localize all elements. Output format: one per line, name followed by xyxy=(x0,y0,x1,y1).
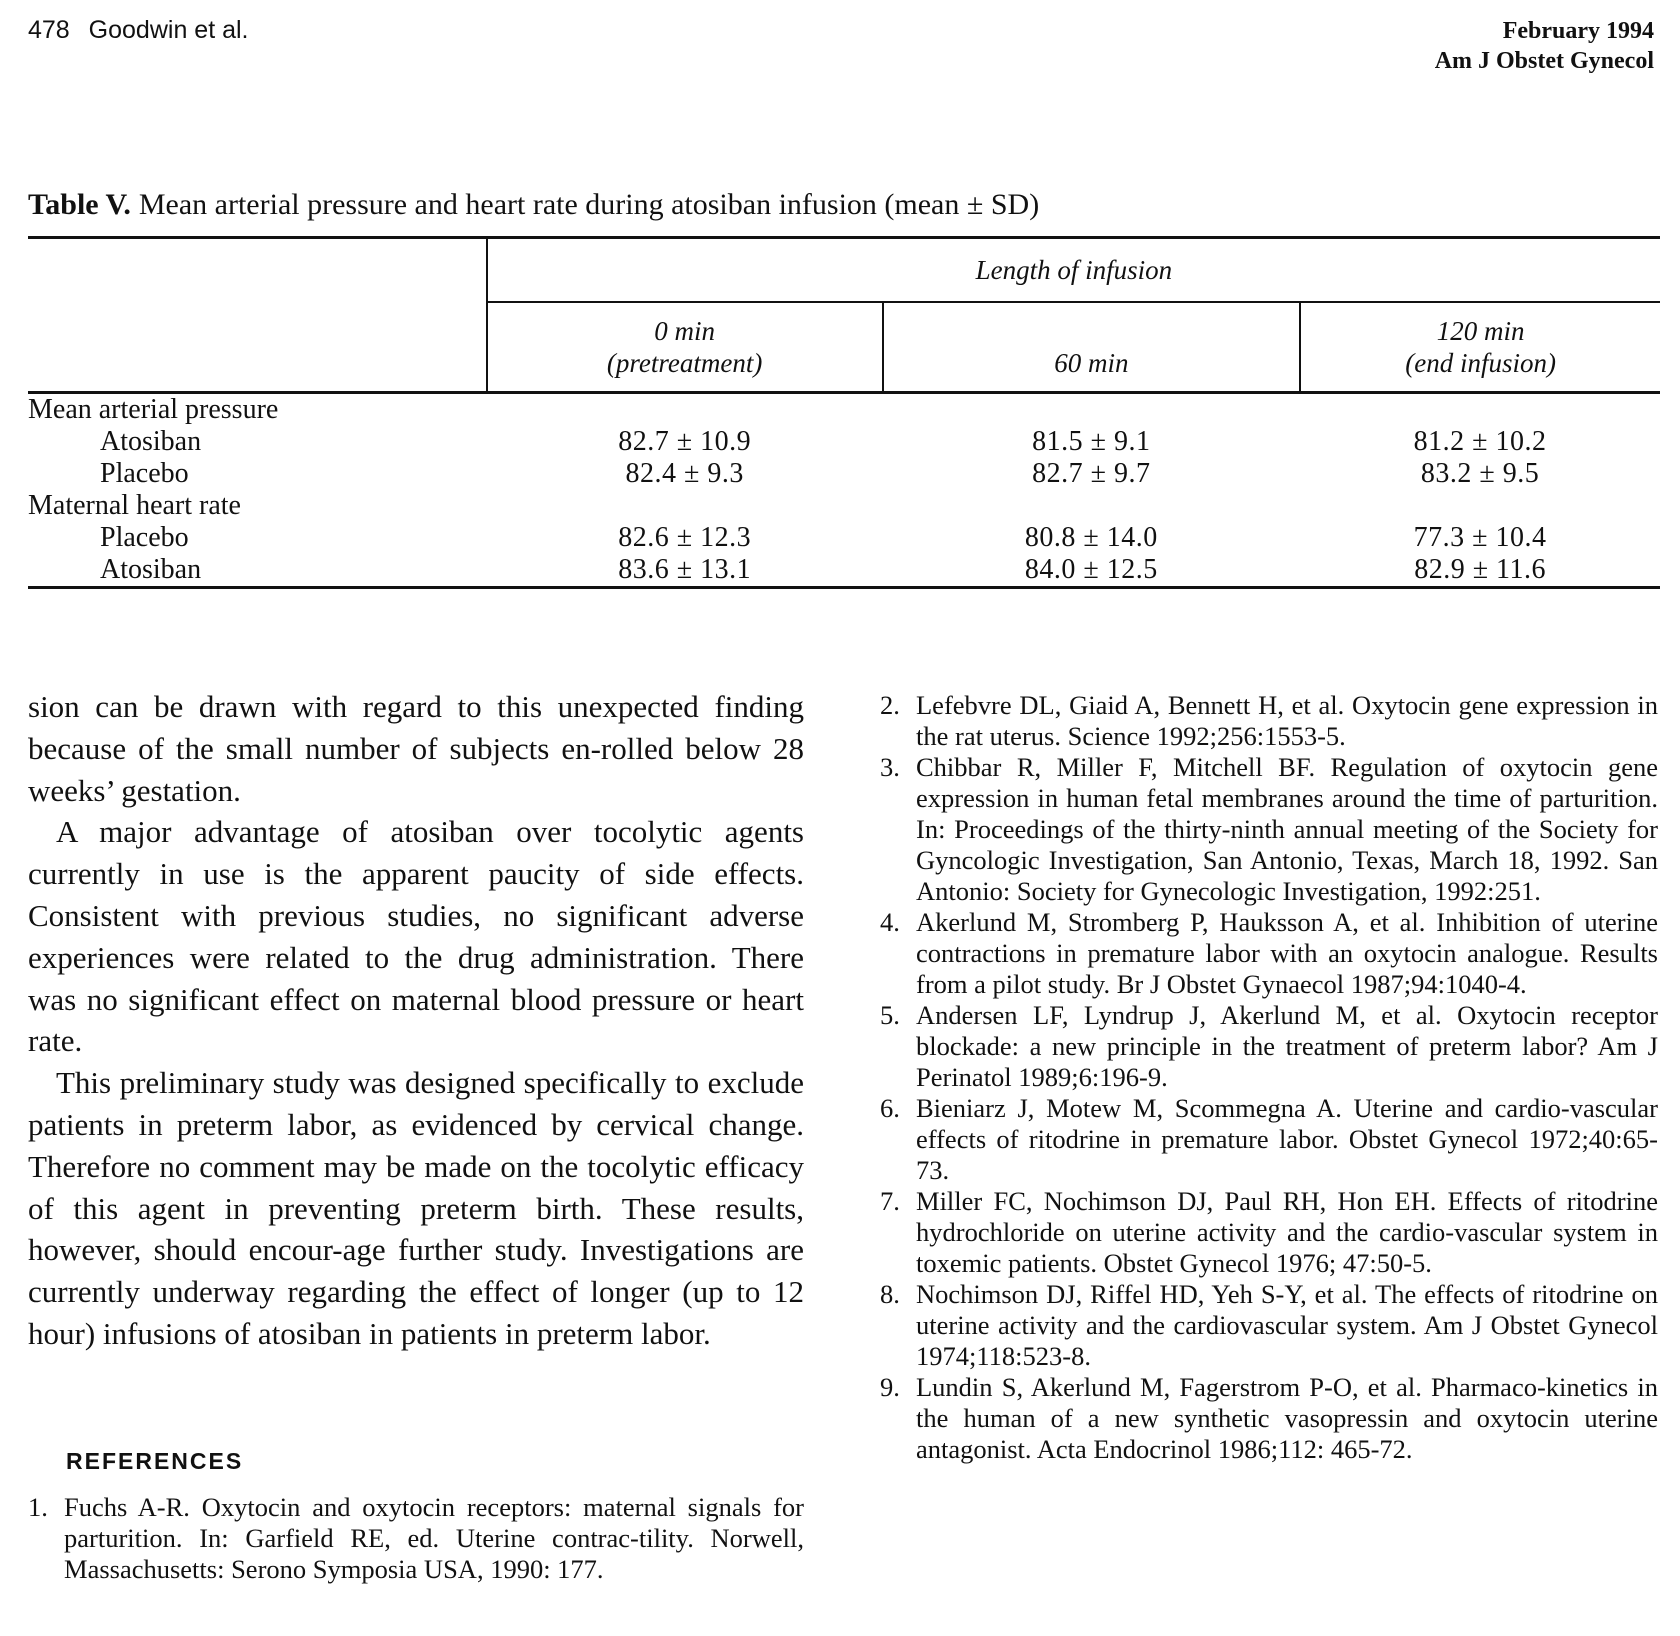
table-cell: 84.0 ± 12.5 xyxy=(883,554,1301,588)
column-header-line: (pretreatment) xyxy=(606,348,763,378)
reference-item xyxy=(880,752,1658,907)
column-header-0min xyxy=(487,302,883,393)
data-table xyxy=(28,236,1660,589)
reference-text: Lefebvre DL, Giaid A, Bennett H, et al. Oxytocin gene expression in the rat uterus. Science 1992;256:1553-5. xyxy=(916,690,1658,751)
body-text-column xyxy=(28,686,804,1355)
reference-text: Nochimson DJ, Riffel HD, Yeh S-Y, et al. The effects of ritodrine on uterine activity and the cardiovascular system. Am J Obstet Gynecol 1974;118:523-8. xyxy=(916,1279,1658,1371)
column-spanner: Length of infusion xyxy=(487,238,1660,303)
column-header-line: 0 min xyxy=(654,316,716,346)
table-cell: 83.6 ± 13.1 xyxy=(487,554,883,588)
column-header-60min xyxy=(883,302,1301,393)
table-cell: 83.2 ± 9.5 xyxy=(1420,458,1540,489)
body-paragraph: sion can be drawn with regard to this unexpected finding because of the small number of subjects en-rolled below 28 weeks’ gestation. xyxy=(28,689,804,808)
reference-item xyxy=(880,1279,1658,1372)
reference-number: 5. xyxy=(880,1000,900,1030)
table-cell: 82.6 ± 12.3 xyxy=(618,522,752,553)
reference-list-right xyxy=(880,690,1658,1465)
reference-text: Bieniarz J, Motew M, Scommegna A. Uterine and cardio-vascular effects of ritodrine in premature labor. Obstet Gynecol 1972;40:65-73. xyxy=(916,1093,1658,1185)
reference-item xyxy=(880,1093,1658,1186)
reference-number: 1. xyxy=(28,1492,48,1522)
row-label: Placebo xyxy=(100,458,189,489)
reference-number: 7. xyxy=(880,1186,900,1216)
running-head-authors: Goodwin et al. xyxy=(88,16,249,44)
running-head-left xyxy=(28,16,249,45)
reference-text: Akerlund M, Stromberg P, Hauksson A, et al. Inhibition of uterine contractions in premature labor with an oxytocin analogue. Results from a pilot study. Br J Obstet Gynaecol 1987;94:1040-4. xyxy=(916,907,1658,999)
reference-text: Fuchs A-R. Oxytocin and oxytocin receptors: maternal signals for parturition. In: Garfield RE, ed. Uterine contrac-tility. Norwell, Massachusetts: Serono Symposia USA, 1990: 177. xyxy=(64,1492,804,1584)
table-label: Table V. xyxy=(28,188,131,221)
group-label: Mean arterial pressure xyxy=(28,394,279,425)
body-paragraph: This preliminary study was designed specifically to exclude patients in preterm labor, as evidenced by cervical change. Therefore no comment may be made on the tocolytic efficacy of this agent in preventing preterm birth. These results, however, should encour-age further study. Investigations are currently underway regarding the effect of longer (up to 12 hour) infusions of atosiban in patients in preterm labor. xyxy=(28,1065,804,1351)
table-cell: 81.5 ± 9.1 xyxy=(1032,426,1151,457)
table-cell: 80.8 ± 14.0 xyxy=(1024,522,1158,553)
body-paragraph: A major advantage of atosiban over tocolytic agents currently in use is the apparent paucity of side effects. Consistent with previous studies, no significant adverse experiences were related to the drug administration. There was no significant effect on maternal blood pressure or heart rate. xyxy=(28,814,804,1059)
column-header-line: 60 min xyxy=(1054,348,1129,378)
group-label: Maternal heart rate xyxy=(28,490,241,521)
table-cell: 77.3 ± 10.4 xyxy=(1413,522,1547,553)
reference-item xyxy=(880,1372,1658,1465)
table-row xyxy=(28,458,1660,490)
reference-text: Lundin S, Akerlund M, Fagerstrom P-O, et al. Pharmaco-kinetics in the human of a new synthetic vasopressin and oxytocin uterine antagonist. Acta Endocrinol 1986;112: 465-72. xyxy=(916,1372,1658,1464)
table-cell: 82.9 ± 11.6 xyxy=(1300,554,1660,588)
reference-number: 8. xyxy=(880,1279,900,1309)
reference-text: Chibbar R, Miller F, Mitchell BF. Regulation of oxytocin gene expression in human fetal membranes around the time of parturition. In: Proceedings of the thirty-ninth annual meeting of the Society for Gyncologic Investigation, San Antonio, Texas, March 18, 1992. San Antonio: Society for Gynecologic Investigation, 1992:251. xyxy=(916,752,1658,906)
reference-number: 3. xyxy=(880,752,900,782)
reference-text: Miller FC, Nochimson DJ, Paul RH, Hon EH. Effects of ritodrine hydrochloride on uterine activity and the cardio-vascular system in toxemic patients. Obstet Gynecol 1976; 47:50-5. xyxy=(916,1186,1658,1278)
column-header-line xyxy=(884,315,1300,347)
running-head-right xyxy=(1435,16,1654,76)
row-label: Atosiban xyxy=(100,426,202,457)
table-cell: 82.7 ± 9.7 xyxy=(1032,458,1151,489)
table-cell: 81.2 ± 10.2 xyxy=(1413,426,1547,457)
table-row xyxy=(28,426,1660,458)
reference-item xyxy=(880,690,1658,752)
column-header-120min xyxy=(1300,302,1660,393)
reference-item xyxy=(880,907,1658,1000)
reference-list-left xyxy=(28,1492,804,1585)
journal-name: Am J Obstet Gynecol xyxy=(1434,48,1654,74)
reference-number: 9. xyxy=(880,1372,900,1402)
reference-item xyxy=(28,1492,804,1585)
stub-header xyxy=(28,302,487,393)
page-number: 478 xyxy=(28,16,70,44)
column-header-line: 120 min xyxy=(1436,316,1525,346)
stub-spacer xyxy=(28,238,487,303)
issue-date: February 1994 xyxy=(1502,18,1654,44)
table-row xyxy=(28,554,1660,588)
row-label: Placebo xyxy=(100,522,189,553)
reference-item xyxy=(880,1000,1658,1093)
reference-number: 4. xyxy=(880,907,900,937)
table-title: Mean arterial pressure and heart rate during atosiban infusion (mean ± SD) xyxy=(138,188,1040,221)
column-header-line: (end infusion) xyxy=(1405,348,1556,378)
table-caption xyxy=(28,188,1039,222)
reference-item xyxy=(880,1186,1658,1279)
references-heading: REFERENCES xyxy=(66,1448,244,1474)
table-cell: 82.4 ± 9.3 xyxy=(625,458,744,489)
table-row xyxy=(28,522,1660,554)
table-cell: 82.7 ± 10.9 xyxy=(618,426,752,457)
reference-number: 2. xyxy=(880,690,900,720)
row-label: Atosiban xyxy=(28,554,487,588)
reference-text: Andersen LF, Lyndrup J, Akerlund M, et al. Oxytocin receptor blockade: a new principle in the treatment of preterm labor? Am J Perinatol 1989;6:196-9. xyxy=(916,1000,1658,1092)
reference-number: 6. xyxy=(880,1093,900,1123)
